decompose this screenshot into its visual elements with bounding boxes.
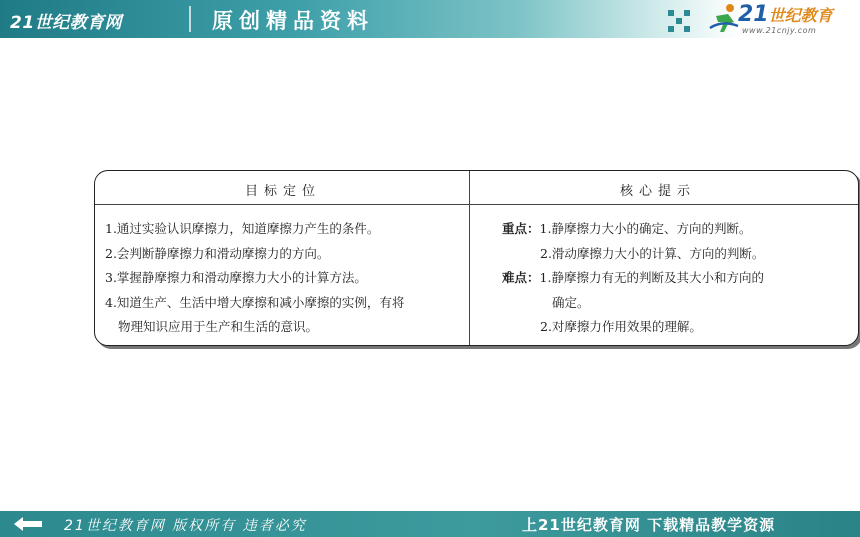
back-arrow-icon[interactable] [14,517,42,531]
column-separator [469,171,470,345]
logo-brand [738,2,833,27]
objectives-table [94,170,859,346]
list-item: 1.静摩擦力大小的确定、方向的判断。 [539,221,752,236]
header-divider [189,6,191,32]
runner-icon [708,2,742,36]
list-item: 确定。 [552,294,590,310]
logo-brand-number: 21 [738,2,769,27]
list-item: 2.对摩擦力作用效果的理解。 [540,319,702,334]
logo-url: www.21cnjy.com [742,26,817,35]
key-points-list [502,217,847,340]
footer-band [0,511,860,537]
objectives-list [105,217,465,340]
left-column-header: 目标定位 [245,184,322,199]
list-item: 3.掌握静摩擦力和滑动摩擦力大小的计算方法。 [105,270,367,285]
list-item: 1.静摩擦力有无的判断及其大小和方向的 [539,270,764,285]
decorative-squares-icon [668,10,690,32]
header-slogan: 原创精品资料 [212,8,374,33]
difficulty-label: 难点： [502,270,540,285]
list-item: 2.会判断静摩擦力和滑动摩擦力的方向。 [105,245,330,261]
list-item: 2.滑动摩擦力大小的计算、方向的判断。 [540,245,765,261]
list-item: 物理知识应用于生产和生活的意识。 [118,319,319,334]
site-logo[interactable] [708,2,856,36]
right-column-header: 核心提示 [620,184,697,199]
focus-label: 重点： [502,221,540,236]
download-link[interactable]: 上21世纪教育网 下载精品教学资源 [522,516,776,534]
list-item: 4.知道生产、生活中增大摩擦和减小摩擦的实例，有将 [105,294,405,310]
copyright-notice: 21世纪教育网 版权所有 违者必究 [64,518,307,534]
header-separator [95,204,858,205]
logo-brand-text: 世纪教育 [768,6,833,25]
list-item: 1.通过实验认识摩擦力，知道摩擦力产生的条件。 [105,221,380,236]
site-name: 21世纪教育网 [10,13,123,33]
